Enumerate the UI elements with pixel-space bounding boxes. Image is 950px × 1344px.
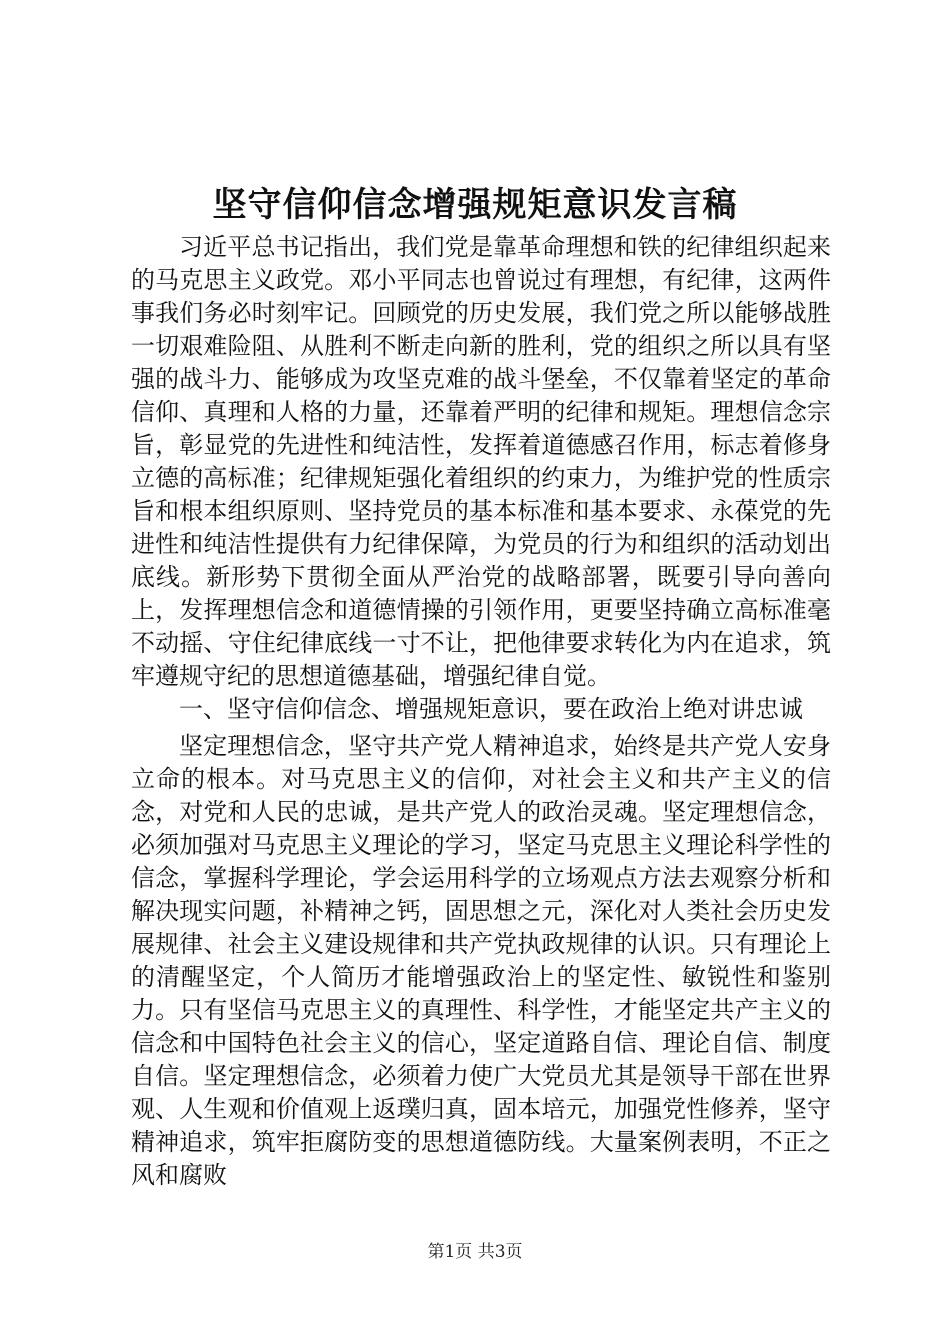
- section-heading-1: 一、坚守信仰信念、增强规矩意识，要在政治上绝对讲忠诚: [179, 695, 803, 723]
- document-title: 坚守信仰信念增强规矩意识发言稿: [212, 185, 738, 225]
- page-footer: 第1页 共3页: [427, 1242, 523, 1262]
- paragraph-intro: 习近平总书记指出，我们党是靠革命理想和铁的纪律组织起来的马克思主义政党。邓小平同志也曾说过有理想，有纪律，这两件事我们务必时刻牢记。回顾党的历史发展，我们党之所以能够战胜一切艰难险阻、从胜利不断走向新的胜利，党的组织之所以具有坚强的战斗力、能够成为攻坚克难的战斗堡垒，不仅靠着坚定的革命信仰、真理和人格的力量，还靠着严明的纪律和规矩。理想信念宗旨，彰显党的先进性和纯洁性，发挥着道德感召作用，标志着修身立德的高标准；纪律规矩强化着组织的约束力，为维护党的性质宗旨和根本组织原则、坚持党员的基本标准和基本要求、永葆党的先进性和纯洁性提供有力纪律保障，为党员的行为和组织的活动划出底线。新形势下贯彻全面从严治党的战略部署，既要引导向善向上，发挥理想信念和道德情操的引领作用，更要坚持确立高标准毫不动摇、守住纪律底线一寸不让，把他律要求转化为内在追求，筑牢遵规守纪的思想道德基础，增强纪律自觉。: [131, 233, 831, 690]
- document-body: [131, 231, 831, 1192]
- paragraph-section-1: 坚定理想信念，坚守共产党人精神追求，始终是共产党人安身立命的根本。对马克思主义的信仰，对社会主义和共产主义的信念，对党和人民的忠诚，是共产党人的政治灵魂。坚定理想信念，必须加强对马克思主义理论的学习，坚定马克思主义理论科学性的信念，掌握科学理论，学会运用科学的立场观点方法去观察分析和解决现实问题，补精神之钙，固思想之元，深化对人类社会历史发展规律、社会主义建设规律和共产党执政规律的认识。只有理论上的清醒坚定，个人简历才能增强政治上的坚定性、敏锐性和鉴别力。只有坚信马克思主义的真理性、科学性，才能坚定共产主义的信念和中国特色社会主义的信心，坚定道路自信、理论自信、制度自信。坚定理想信念，必须着力使广大党员尤其是领导干部在世界观、人生观和价值观上返璞归真，固本培元，加强党性修养，坚守精神追求，筑牢拒腐防变的思想道德防线。大量案例表明，不正之风和腐败: [131, 732, 831, 1189]
